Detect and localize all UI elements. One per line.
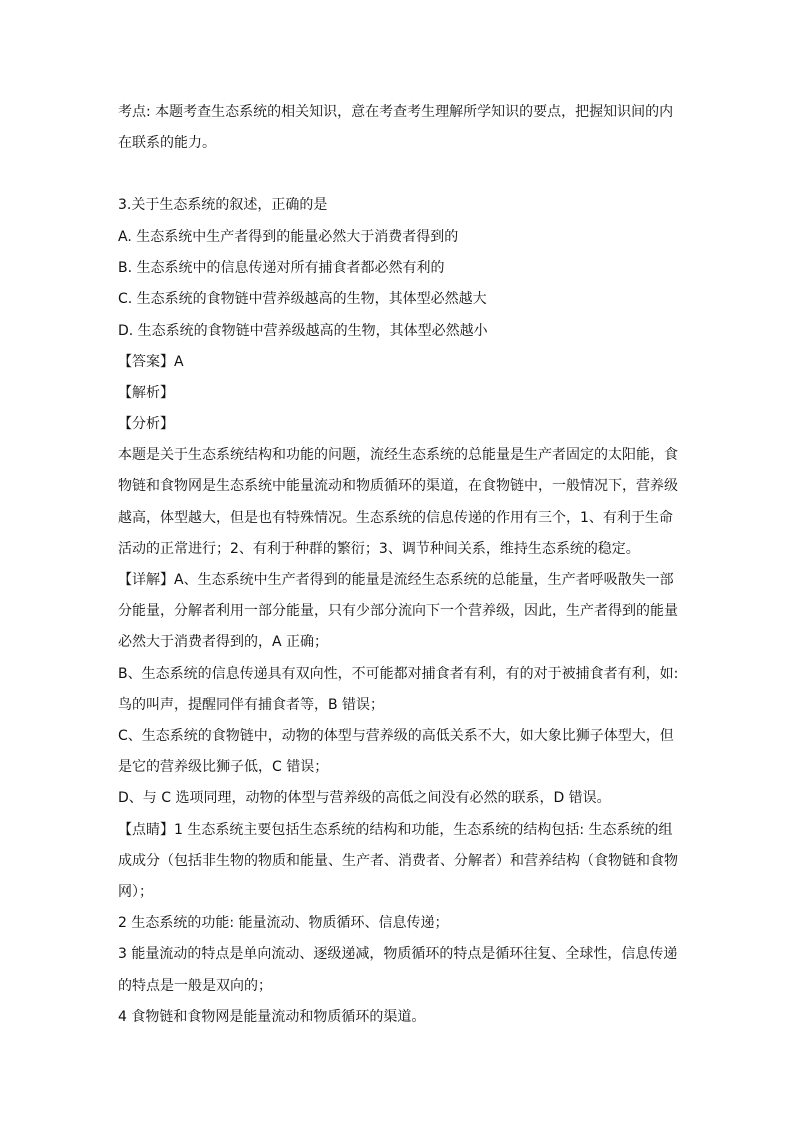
fenxi-label: 【分析】 [118, 416, 174, 432]
question-stem: 3.关于生态系统的叙述，正确的是 [118, 197, 328, 213]
xiangjie-line-5: 鸟的叫声，提醒同伴有捕食者等，B 错误； [118, 697, 385, 713]
fenxi-line-2: 物链和食物网是生态系统中能量流动和物质循环的渠道，在食物链中，一般情况下，营养级 [118, 478, 678, 494]
xiangjie-line-6: C、生态系统的食物链中，动物的体型与营养级的高低关系不大，如大象比狮子体型大，但 [118, 728, 674, 744]
xiangjie-line-3: 必然大于消费者得到的，A 正确； [118, 634, 329, 650]
xiangjie-line-1: 【详解】A、生态系统中生产者得到的能量是流经生态系统的总能量，生产者呼吸散失一部 [118, 572, 674, 588]
option-d: D. 生态系统的食物链中营养级越高的生物，其体型必然越小 [118, 323, 488, 339]
dianjing-line-2: 成成分（包括非生物的物质和能量、生产者、消费者、分解者）和营养结构（食物链和食物 [118, 853, 678, 869]
option-b: B. 生态系统中的信息传递对所有捕食者都必然有利的 [118, 260, 445, 276]
dianjing-line-5: 3 能量流动的特点是单向流动、逐级递减，物质循环的特点是循环往复、全球性，信息传递 [118, 946, 678, 962]
dianjing-line-3: 网）； [118, 884, 153, 900]
answer-label: 【答案】A [118, 354, 184, 370]
dianjing-line-6: 的特点是一般是双向的； [118, 978, 272, 994]
dianjing-line-1: 【点睛】1 生态系统主要包括生态系统的结构和功能，生态系统的结构包括: 生态系统的组 [118, 822, 673, 838]
xiangjie-line-8: D、与 C 选项同理，动物的体型与营养级的高低之间没有必然的联系，D 错误。 [118, 790, 611, 806]
fenxi-line-1: 本题是关于生态系统结构和功能的问题，流经生态系统的总能量是生产者固定的太阳能，食 [118, 447, 678, 463]
option-a: A. 生态系统中生产者得到的能量必然大于消费者得到的 [118, 229, 459, 245]
kaodian-line-2: 在联系的能力。 [118, 135, 216, 151]
option-c: C. 生态系统的食物链中营养级越高的生物，其体型必然越大 [118, 291, 487, 307]
xiangjie-line-4: B、生态系统的信息传递具有双向性，不可能都对捕食者有利，有的对于被捕食者有利，如: [118, 666, 679, 682]
xiangjie-line-2: 分能量，分解者利用一部分能量，只有少部分流向下一个营养级，因此，生产者得到的能量 [118, 603, 678, 619]
xiangjie-line-7: 是它的营养级比狮子低，C 错误； [118, 759, 329, 775]
dianjing-line-4: 2 生态系统的功能: 能量流动、物质循环、信息传递； [118, 915, 449, 931]
jiexi-label: 【解析】 [118, 385, 174, 401]
dianjing-line-7: 4 食物链和食物网是能量流动和物质循环的渠道。 [118, 1009, 426, 1025]
fenxi-line-3: 越高，体型越大，但是也有特殊情况。生态系统的信息传递的作用有三个，1、有利于生命 [118, 510, 673, 526]
kaodian-line-1: 考点: 本题考查生态系统的相关知识，意在考查考生理解所学知识的要点，把握知识间的内 [118, 104, 674, 120]
fenxi-line-4: 活动的正常进行；2、有利于种群的繁衍；3、调节种间关系，维持生态系统的稳定。 [118, 541, 640, 557]
